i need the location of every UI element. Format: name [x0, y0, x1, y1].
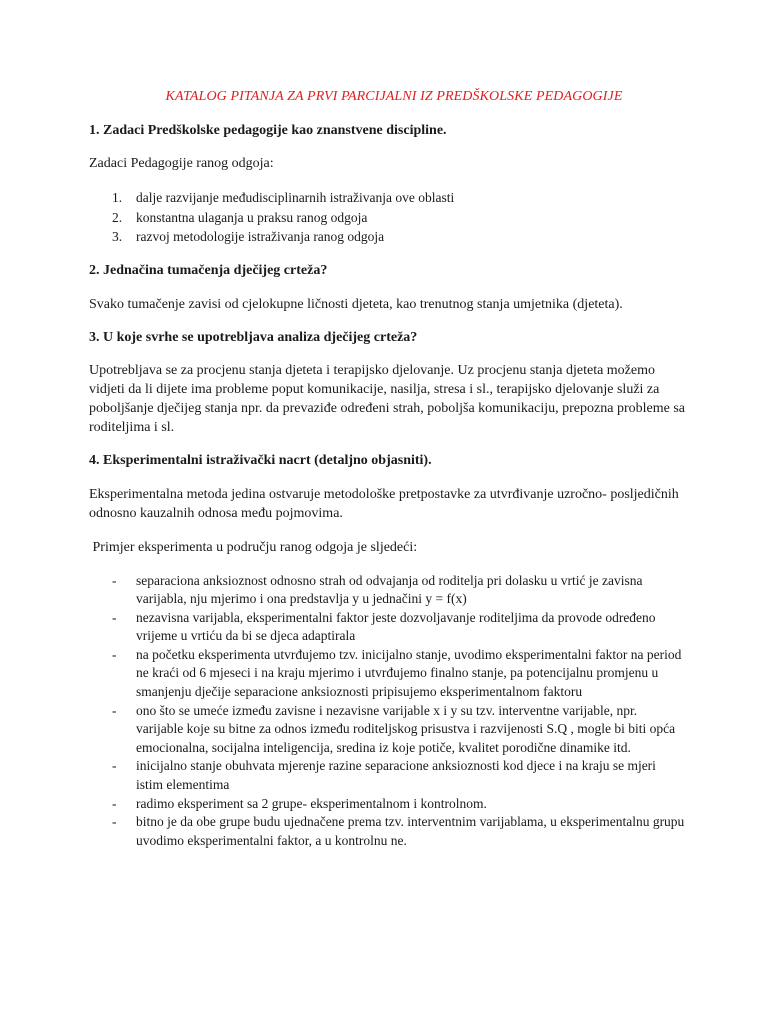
question-3-heading: 3. U koje svrhe se upotrebljava analiza dječijeg crteža? — [89, 329, 418, 345]
document-page — [89, 88, 689, 850]
list-item-text: ono što se umeće između zavisne i nezavisne varijable x i y su tzv. interventne varijable, npr. varijable koje su bitne za odnos između roditeljskog prisustva i razvijenosti S.Q , mogle bi biti opća emocionalna, socijalna inteligencija, sredina iz koje potiče, kvalitet porodične dinamike itd. — [136, 702, 676, 755]
question-1-intro: Zadaci Pedagogije ranog odgoja: — [89, 156, 274, 171]
list-item — [89, 795, 689, 814]
list-item-text: dalje razvijanje međudisciplinarnih istraživanja ove oblasti — [136, 190, 455, 205]
list-item-text: nezavisna varijabla, eksperimentalni faktor jeste dozvoljavanje roditeljima da provode određeno vrijeme u vrtiću da bi se djeca adaptirala — [136, 609, 656, 644]
list-item-text: inicijalno stanje obuhvata mjerenje razine separacione anksioznosti kod djece i na kraju se mjeri istim elementima — [136, 758, 656, 793]
list-dash: - — [112, 646, 117, 662]
list-number: 3. — [112, 229, 123, 244]
question-1-heading: 1. Zadaci Predškolske pedagogije kao znanstvene discipline. — [89, 123, 447, 138]
question-1-task-list — [89, 188, 689, 247]
question-4-example-intro: Primjer eksperimenta u području ranog odgoja je sljedeći: — [89, 539, 418, 555]
list-item — [89, 813, 689, 850]
question-2-answer: Svako tumačenje zavisi od cjelokupne ličnosti djeteta, kao trenutnog stanja umjetnika (djeteta). — [89, 296, 623, 312]
list-dash: - — [112, 814, 117, 830]
list-dash: - — [112, 758, 117, 774]
question-3-answer: Upotrebljava se za procjenu stanja djeteta i terapijsko djelovanje. Uz procjenu stanja djeteta možemo vidjeti da li dijete ima probleme poput komunikacije, nasilja, stresa i sl., terapijsko djelovanje služi za poboljšanje dječijeg stanja npr. da prevaziđe određeni strah, poboljša komunikaciju, prepozna probleme sa roditeljima i sl. — [89, 362, 685, 435]
list-number: 1. — [112, 190, 123, 205]
document-title: KATALOG PITANJA ZA PRVI PARCIJALNI IZ PREDŠKOLSKE PEDAGOGIJE — [165, 89, 623, 104]
list-item-text: radimo eksperiment sa 2 grupe- eksperimentalnom i kontrolnom. — [136, 795, 487, 811]
question-4-answer: Eksperimentalna metoda jedina ostvaruje metodološke pretpostavke za utvrđivanje uzročno- posljedičnih odnosno kauzalnih odnosa među pojmovima. — [89, 486, 679, 521]
list-item — [89, 757, 689, 794]
list-item-text: konstantna ulaganja u praksu ranog odgoja — [136, 209, 368, 225]
list-item — [89, 702, 689, 758]
list-item — [89, 572, 689, 609]
list-item-text: na početku eksperimenta utvrđujemo tzv. inicijalno stanje, uvodimo eksperimentalni faktor na period ne kraći od 6 mjeseci i na kraju mjerimo i utvrđujemo finalno stanje, pa potencijalnu promjenu u smanjenju dječije separacione anksioznosti pripisujemo eksperimentalnom faktoru — [136, 646, 682, 700]
list-item — [89, 646, 689, 702]
list-item-text: razvoj metodologije istraživanja ranog odgoja — [136, 229, 385, 244]
list-item — [89, 188, 689, 208]
question-2-heading: 2. Jednačina tumačenja dječijeg crteža? — [89, 262, 328, 278]
list-number: 2. — [112, 209, 123, 225]
list-dash: - — [112, 702, 117, 718]
list-item — [89, 609, 689, 646]
list-dash: - — [112, 795, 117, 811]
list-dash: - — [112, 609, 117, 625]
list-item — [89, 227, 689, 247]
question-4-example-list — [89, 572, 689, 851]
list-item-text: bitno je da obe grupe budu ujednačene prema tzv. interventnim varijablama, u eksperimentalnu grupu uvodimo eksperimentalni faktor, a u kontrolnu ne. — [136, 814, 685, 848]
list-item-text: separaciona anksioznost odnosno strah od odvajanja od roditelja pri dolasku u vrtić je zavisna varijabla, nju mjerimo i ona predstavlja y u jednačini y = f(x) — [136, 572, 643, 607]
list-item — [89, 208, 689, 228]
question-4-heading: 4. Eksperimentalni istraživački nacrt (detaljno objasniti). — [89, 452, 432, 468]
list-dash: - — [112, 572, 117, 588]
